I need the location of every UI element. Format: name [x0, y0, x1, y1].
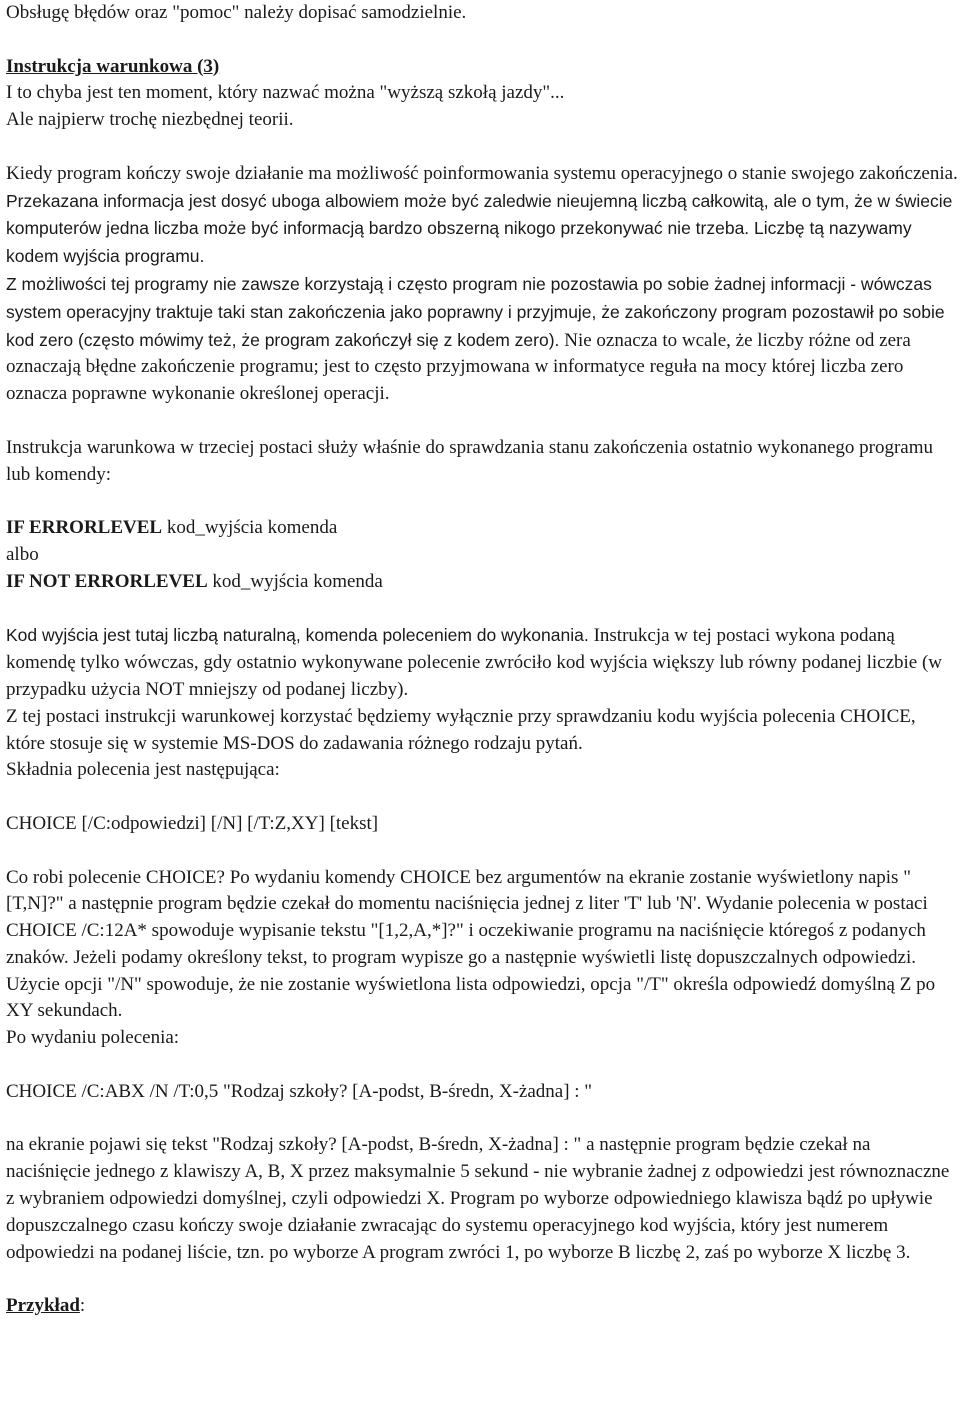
syntax-errorlevel-keyword: IF ERRORLEVEL [6, 517, 163, 539]
syntax-or: albo [6, 543, 39, 565]
paragraph-exit-code [6, 161, 958, 271]
paragraph-exit-code-meaning [6, 622, 958, 703]
syntax-errorlevel-args: kod_wyjścia komenda [162, 517, 338, 539]
paragraph-exit-code-meaning-part-1: Kod wyjścia jest tutaj liczbą naturalną, komenda poleceniem do wykonania. [6, 625, 594, 646]
paragraph-zero-code-part-2: Nie oznacza to wcale, że liczby różne od zera oznaczają błędne zakończenie programu; jest to często przyjmowana w informatyce reguła na mocy której liczba zero oznacza poprawne wykonanie określonej operacji. [6, 329, 911, 405]
paragraph-syntax-label: Składnia polecenia jest następująca: [6, 759, 280, 781]
syntax-not-errorlevel-args: kod_wyjścia komenda [207, 570, 383, 592]
section-intro-line-2: Ale najpierw trochę niezbędnej teorii. [6, 109, 294, 131]
syntax-not-errorlevel-keyword: IF NOT ERRORLEVEL [6, 570, 208, 592]
intro-paragraph: Obsługę błędów oraz "pomoc" należy dopisać samodzielnie. [6, 2, 467, 23]
section-intro-line-1: I to chyba jest ten moment, który nazwać można "wyższą szkołą jazdy"... [6, 82, 565, 104]
example-heading-label: Przykład [6, 1295, 80, 1317]
syntax-not-errorlevel [6, 569, 958, 596]
section-heading: Instrukcja warunkowa (3) [6, 55, 220, 77]
paragraph-exit-code-part-2: Przekazana informacja jest dosyć uboga albowiem może być zaledwie nieujemną liczbą całkowitą, ale o tym, że w świecie komputerów jedna liczba może być informacją bardzo obszerną nikogo przekonywać nie trzeba. Liczbę tą nazywamy kodem wyjścia programu. [6, 190, 953, 267]
paragraph-zero-code [6, 271, 958, 408]
paragraph-choice-explained: Co robi polecenie CHOICE? Po wydaniu komendy CHOICE bez argumentów na ekranie zostanie wyświetlony napis "[T,N]?" a następnie program będzie czekał do momentu naciśnięcia jednej z liter 'T' lub 'N'. Wydanie polecenia w postaci CHOICE /C:12A* spowoduje wypisanie tekstu "[1,2,A,*]?" i oczekiwanie programu na naciśnięcie któregoś z podanych znaków. Jeżeli podamy określony tekst, to program wypisze go a następnie wyświetli listę dopuszczalnych odpowiedzi. Użycie opcji "/N" spowoduje, że nie zostanie wyświetlona lista odpowiedzi, opcja "/T" określa odpowiedź domyślną Z po XY sekundach. [6, 866, 936, 1022]
paragraph-exit-code-meaning-part-2: Instrukcja w tej postaci wykona podaną komendę tylko wówczas, gdy ostatnio wykonywane polecenie zwróciło kod wyjścia większy lub równy podanej liczbie (w przypadku użycia NOT mniejszy od podanej liczby). [6, 625, 943, 700]
paragraph-exit-code-part-1: Kiedy program kończy swoje działanie ma możliwość poinformowania systemu operacyjnego o stanie swojego zakończenia. [6, 162, 958, 184]
document-page [6, 0, 958, 1320]
syntax-errorlevel [6, 515, 958, 542]
example-heading [6, 1293, 958, 1320]
paragraph-zero-code-part-1: Z możliwości tej programy nie zawsze korzystają i często program nie pozostawia po sobie żadnej informacji - wówczas system operacyjny traktuje taki stan zakończenia jako poprawny i przyjmuje, że zakończony program pozostawił po sobie kod zero (często mówimy też, że program zakończył się z kodem zero). [6, 273, 945, 350]
choice-syntax: CHOICE [/C:odpowiedzi] [/N] [/T:Z,XY] [tekst] [6, 812, 379, 834]
example-heading-colon: : [79, 1295, 86, 1317]
paragraph-third-form: Instrukcja warunkowa w trzeciej postaci służy właśnie do sprawdzania stanu zakończenia ostatnio wykonanego programu lub komendy: [6, 436, 933, 485]
choice-example: CHOICE /C:ABX /N /T:0,5 "Rodzaj szkoły? [A-podst, B-średn, X-żadna] : " [6, 1080, 593, 1102]
paragraph-example-result: na ekranie pojawi się tekst "Rodzaj szkoły? [A-podst, B-średn, X-żadna] : " a następnie program będzie czekał na naciśnięcie jednego z klawiszy A, B, X przez maksymalnie 5 sekund - nie wybranie żadnej z odpowiedzi jest równoznaczne z wybraniem odpowiedzi domyślnej, czyli odpowiedzi X. Program po wyborze odpowiedniego klawisza bądź po upływie dopuszczalnego czasu kończy swoje działanie zwracając do systemu operacyjnego kod wyjścia, który jest numerem odpowiedzi na podanej liście, tzn. po wyborze A program zwróci 1, po wyborze B liczbę 2, zaś po wyborze X liczbę 3. [6, 1134, 950, 1263]
paragraph-after-command: Po wydaniu polecenia: [6, 1027, 180, 1049]
paragraph-choice-usage: Z tej postaci instrukcji warunkowej korzystać będziemy wyłącznie przy sprawdzaniu kodu wyjścia polecenia CHOICE, które stosuje się w systemie MS-DOS do zadawania różnego rodzaju pytań. [6, 705, 916, 754]
